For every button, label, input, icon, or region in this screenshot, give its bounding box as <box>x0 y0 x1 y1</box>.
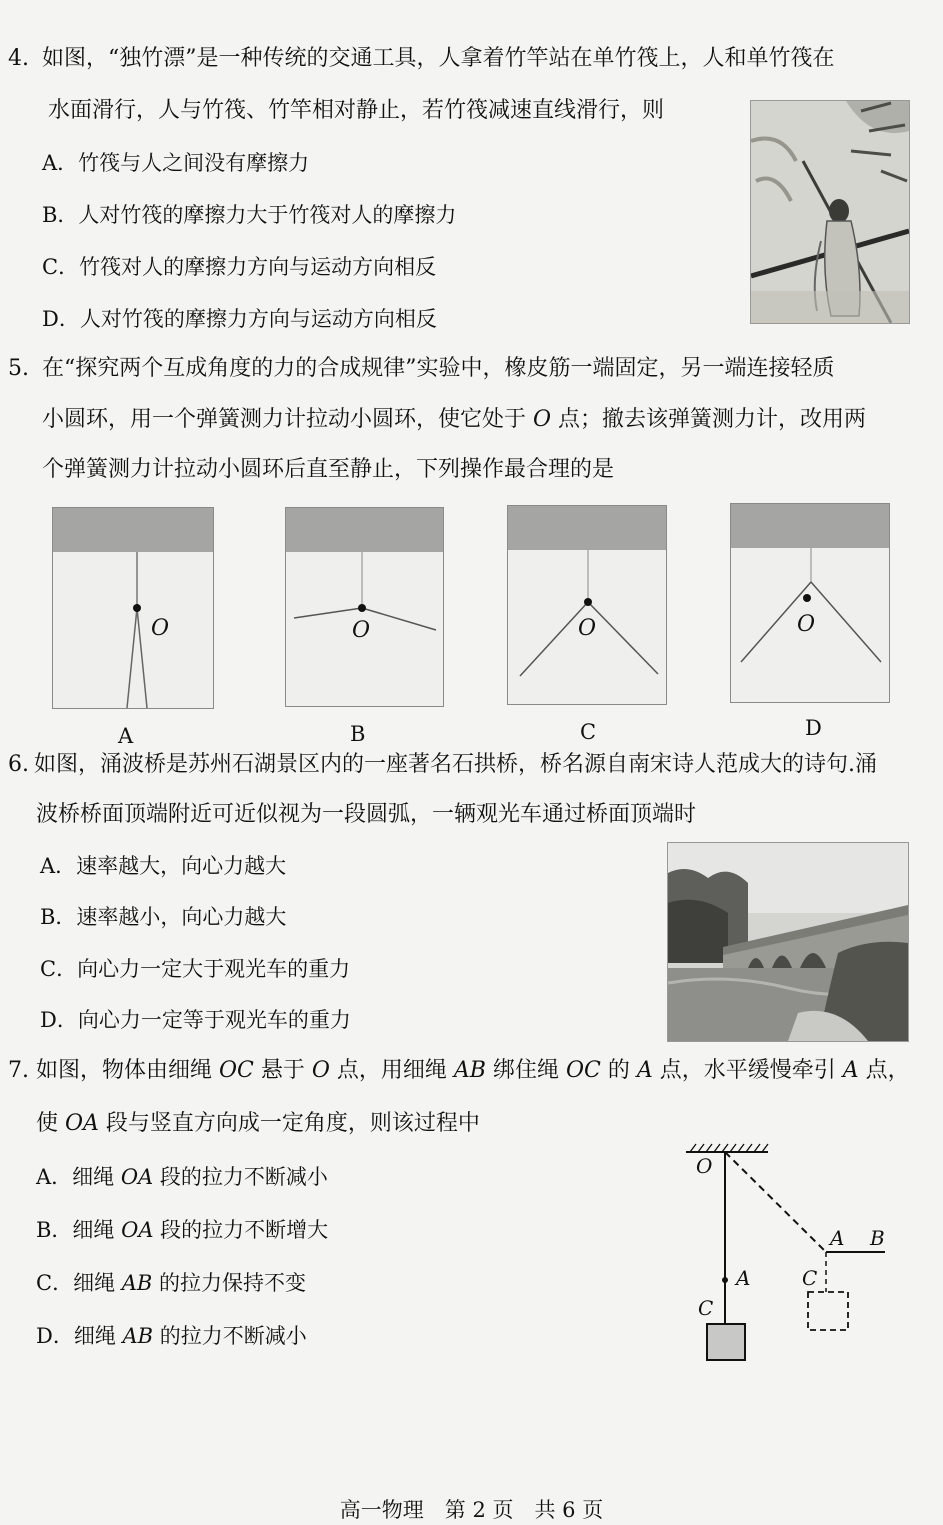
q5-panel-b-label: B <box>350 722 366 746</box>
q4-option-b: B．人对竹筏的摩擦力大于竹筏对人的摩擦力 <box>42 203 457 227</box>
q6-option-a: A．速率越大，向心力越大 <box>40 854 287 878</box>
diagram-label-b: B <box>870 1226 885 1250</box>
q5-stem-line1: 在“探究两个互成角度的力的合成规律”实验中，橡皮筋一端固定，另一端连接轻质 <box>42 356 835 381</box>
q7-number: 7. <box>8 1058 29 1083</box>
q6-number: 6. <box>8 752 29 777</box>
q4-number: 4. <box>8 46 29 71</box>
q6-stem-line2: 波桥桥面顶端附近可近似视为一段圆弧，一辆观光车通过桥面顶端时 <box>36 802 697 827</box>
q7-option-d: D．细绳 AB 的拉力不断减小 <box>36 1324 307 1348</box>
q5-panel-a <box>52 507 214 709</box>
q7-option-a: A．细绳 OA 段的拉力不断减小 <box>36 1165 328 1189</box>
q7-rope-diagram <box>680 1140 900 1370</box>
diagram-label-a: A <box>736 1266 751 1290</box>
q7-stem-line2: 使 OA 段与竖直方向成一定角度，则该过程中 <box>36 1111 480 1136</box>
q7-option-b: B．细绳 OA 段的拉力不断增大 <box>36 1218 329 1242</box>
q5-stem-line2: 小圆环，用一个弹簧测力计拉动小圆环，使它处于 O 点；撤去该弹簧测力计，改用两 <box>42 407 867 432</box>
point-o-label: O <box>797 612 816 637</box>
stone-arch-bridge-photo <box>667 842 909 1042</box>
q7-stem-line1: 如图，物体由细绳 OC 悬于 O 点，用细绳 AB 绑住绳 OC 的 A 点，水平缓慢牵引 A 点， <box>36 1058 910 1083</box>
q6-option-b: B．速率越小，向心力越大 <box>40 905 287 929</box>
point-o-label: O <box>352 618 371 643</box>
q4-option-a: A．竹筏与人之间没有摩擦力 <box>42 151 310 175</box>
q6-stem-line1: 如图，涌波桥是苏州石湖景区内的一座著名石拱桥，桥名源自南宋诗人范成大的诗句.涌 <box>34 752 877 777</box>
q7-option-c: C．细绳 AB 的拉力保持不变 <box>36 1271 307 1295</box>
q5-panel-d <box>730 503 890 703</box>
q6-option-c: C．向心力一定大于观光车的重力 <box>40 957 351 981</box>
q5-stem-line3: 个弹簧测力计拉动小圆环后直至静止，下列操作最合理的是 <box>42 457 615 482</box>
point-o-label: O <box>578 616 597 641</box>
q6-option-d: D．向心力一定等于观光车的重力 <box>40 1008 351 1032</box>
diagram-label-a-moved: A <box>830 1226 845 1250</box>
q4-stem-line2: 水面滑行，人与竹筏、竹竿相对静止，若竹筏减速直线滑行，则 <box>48 98 665 123</box>
q5-panel-c <box>507 505 667 705</box>
bamboo-raft-illustration <box>750 100 910 324</box>
diagram-label-o: O <box>696 1154 713 1178</box>
q5-panel-a-label: A <box>118 724 134 748</box>
page-footer: 高一物理 第 2 页 共 6 页 <box>339 1498 604 1522</box>
q5-panel-d-label: D <box>805 716 822 740</box>
diagram-label-c-moved: C <box>802 1266 818 1290</box>
q4-option-d: D．人对竹筏的摩擦力方向与运动方向相反 <box>42 307 437 331</box>
q4-stem-line1: 如图，“独竹漂”是一种传统的交通工具，人拿着竹竿站在单竹筏上，人和单竹筏在 <box>42 46 835 71</box>
q5-panel-b <box>285 507 444 707</box>
diagram-label-c: C <box>698 1296 714 1320</box>
q4-option-c: C．竹筏对人的摩擦力方向与运动方向相反 <box>42 255 437 279</box>
q5-number: 5. <box>8 356 29 381</box>
point-o-label: O <box>151 616 170 641</box>
q5-panel-c-label: C <box>580 720 597 744</box>
